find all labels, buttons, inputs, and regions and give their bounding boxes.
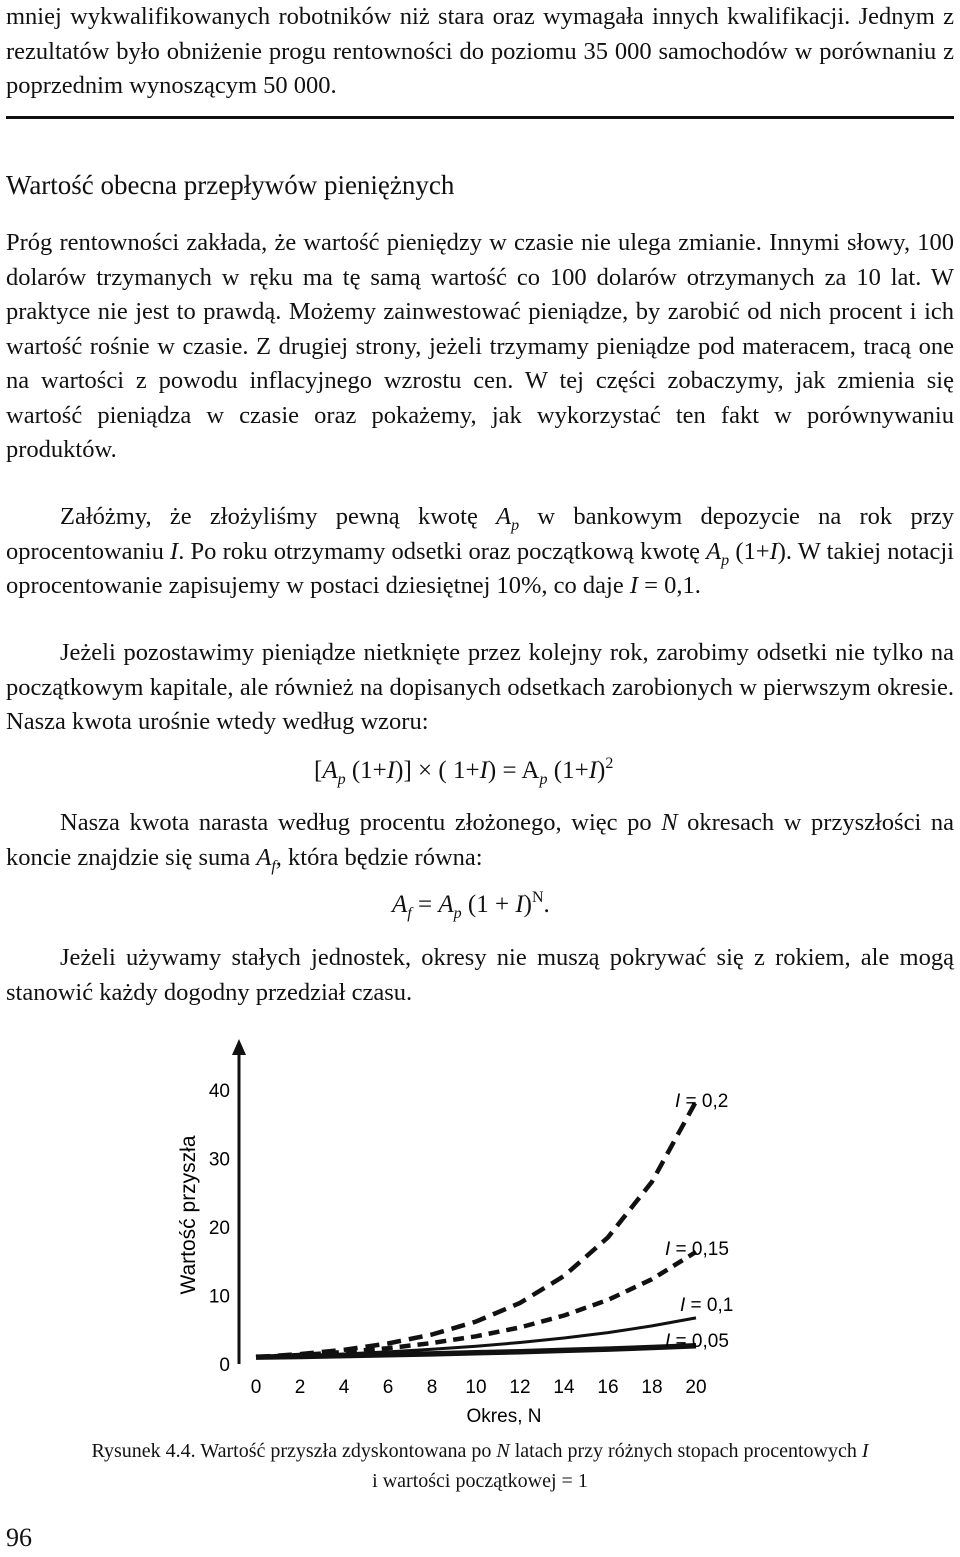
series-label-value: = 0,05 xyxy=(670,1331,729,1352)
y-tick-label: 30 xyxy=(208,1149,230,1171)
y-tick-label: 40 xyxy=(208,1081,230,1102)
series-label-var: I xyxy=(665,1331,671,1352)
paragraph-2 xyxy=(6,500,954,604)
series-label-1 xyxy=(665,1239,729,1260)
paragraph-3 xyxy=(6,636,954,740)
paragraph-5-text: Jeżeli używamy stałych jednostek, okresy nie muszą pokrywać się z rokiem, ale mogą stanowić każdy dogodny przedział czasu. xyxy=(6,944,954,1006)
section-heading: Wartość obecna przepływów pieniężnych xyxy=(6,170,455,200)
series-line-0 xyxy=(256,1101,696,1357)
y-axis-arrow xyxy=(232,1039,246,1055)
intro-text: mniej wykwalifikowanych robotników niż stara oraz wymagała innych kwalifikacji. Jednym z rezultatów było obniżenie progu rentowności do poziomu 35 000 samochodów w porównaniu z poprzednim wynoszącym 50 000. xyxy=(6,3,954,99)
series-label-var: I xyxy=(665,1239,671,1260)
series-label-var: I xyxy=(675,1091,681,1112)
x-tick-label: 20 xyxy=(685,1377,707,1398)
x-tick-label: 8 xyxy=(426,1377,438,1398)
paragraph-5 xyxy=(6,941,954,1010)
section-divider xyxy=(6,116,954,119)
figure-caption: Rysunek 4.4. Wartość przyszła zdyskontowana po N latach przy różnych stopach procentowych I i wartości początkowej = 1 xyxy=(91,1440,869,1492)
x-axis-label: Okres, N xyxy=(466,1406,542,1427)
x-tick-label: 4 xyxy=(338,1377,350,1398)
paragraph-4-text: Nasza kwota narasta według procentu złożonego, więc po N okresach w przyszłości na koncie znajdzie się suma $A_f$, która będzie równa: xyxy=(6,809,954,875)
future-value-chart xyxy=(170,1035,790,1435)
paragraph-1 xyxy=(6,226,954,468)
y-tick-label: 20 xyxy=(208,1218,230,1239)
x-tick-label: 0 xyxy=(250,1377,262,1398)
compound-interest-formula-n: $A_f = A_p$ $(1 + I)^N$. xyxy=(392,889,550,922)
series-line-1 xyxy=(256,1252,696,1357)
series-label-0 xyxy=(675,1091,728,1112)
x-tick-label: 18 xyxy=(641,1377,663,1398)
series-label-3 xyxy=(665,1331,729,1352)
series-label-var: I xyxy=(680,1295,686,1316)
x-tick-label: 10 xyxy=(465,1377,487,1398)
y-tick-label: 10 xyxy=(208,1286,230,1308)
paragraph-3-text: Jeżeli pozostawimy pieniądze nietknięte przez kolejny rok, zarobimy odsetki nie tylko na początkowym kapitale, ale również na dopisanych odsetkach zarobionych w pierwszym okresie. Nasza kwota urośnie wtedy według wzoru: xyxy=(6,639,954,735)
x-tick-label: 6 xyxy=(382,1377,394,1398)
x-tick-label: 2 xyxy=(294,1377,306,1398)
x-tick-label: 14 xyxy=(553,1377,575,1398)
y-axis-label: Wartość przyszła xyxy=(177,1135,200,1295)
paragraph-2-text: Załóżmy, że złożyliśmy pewną kwotę $A_p$ w bankowym depozycie na rok przy oprocentowaniu I. Po roku otrzymamy odsetki oraz początkową kwotę $A_p$ (1+I). W takiej notacji oprocentowanie zapisujemy w postaci dziesiętnej 10%, co daje I = 0,1. xyxy=(6,503,955,599)
series-label-value: = 0,1 xyxy=(685,1295,734,1316)
series-label-2 xyxy=(680,1295,733,1316)
series-label-value: = 0,2 xyxy=(680,1091,729,1112)
compound-interest-formula-2: [$A_p$ (1+I)] × ( $1+I) = A_p$ $(1+I)^2$ xyxy=(314,755,614,788)
paragraph-4 xyxy=(6,806,954,875)
page-number: 96 xyxy=(6,1523,32,1552)
paragraph-1-text: Próg rentowności zakłada, że wartość pieniędzy w czasie nie ulega zmianie. Innymi słowy, 100 dolarów trzymanych w ręku ma tę samą wartość co 100 dolarów otrzymanych za 10 lat. W praktyce nie jest to prawdą. Możemy zainwestować pieniądze, by zarobić od nich procent i ich wartość rośnie w czasie. Z drugiej strony, jeżeli trzymamy pieniądze pod materacem, tracą one na wartości z powodu inflacyjnego wzrostu cen. W tej części zobaczymy, jak zmienia się wartość pieniądza w czasie oraz pokażemy, jak wykorzystać ten fakt w porównywaniu produktów. xyxy=(6,229,954,463)
series-label-value: = 0,15 xyxy=(670,1239,729,1260)
x-tick-label: 12 xyxy=(509,1377,531,1398)
y-tick-label: 0 xyxy=(219,1355,230,1376)
intro-paragraph xyxy=(6,0,954,104)
x-tick-label: 16 xyxy=(597,1377,619,1398)
